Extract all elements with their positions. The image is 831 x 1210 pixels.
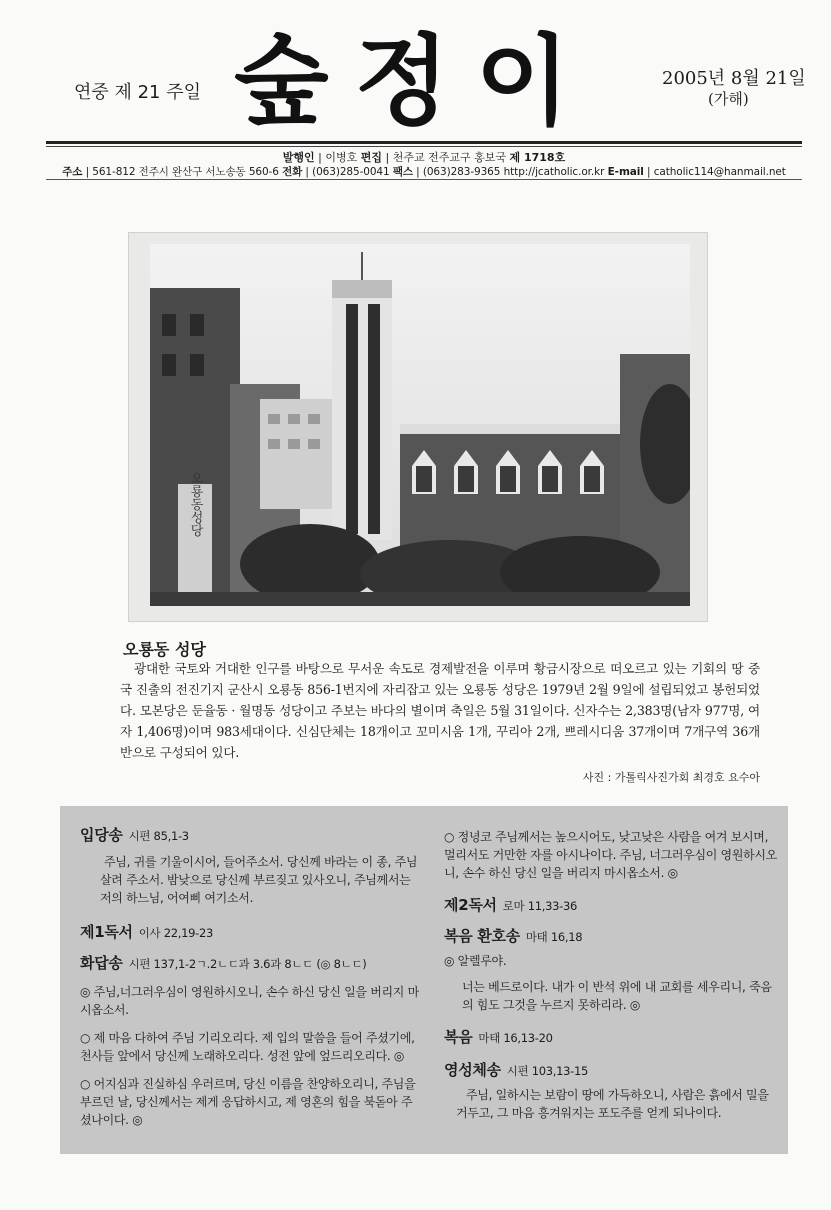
second-reading-label: 제2독서 — [444, 896, 497, 914]
gospel-label: 복음 — [444, 1028, 473, 1046]
contact-info: 주소 | 561-812 전주시 완산구 서노송동 560-6 전화 | (063)285-0041 팩스 | (063)283-9365 http://jcatholic.or.kr E-mail | catholic114@hanmail.net — [62, 166, 786, 178]
liturgy-right-column — [444, 828, 780, 1122]
first-reading-label: 제1독서 — [80, 923, 133, 941]
issue-number: 제 1718호 — [509, 151, 566, 164]
alleluia-label: 복음 환호송 — [444, 927, 520, 945]
tel-label: 전화 — [282, 166, 303, 178]
publisher-name: 이병호 — [325, 151, 358, 164]
header-rule — [46, 141, 802, 144]
alleluia-verse: 너는 베드로이다. 내가 이 반석 위에 내 교회를 세우리니, 죽음의 힘도 그것을 누르지 못하리라. ◎ — [462, 980, 772, 1012]
tel: (063)285-0041 — [312, 166, 390, 178]
liturgy-left-column — [80, 826, 420, 1129]
email-link[interactable]: catholic114@hanmail.net — [653, 166, 786, 178]
alleluia-ref: 마태 16,18 — [525, 930, 583, 944]
church-sign-text: 오룡동성당 — [187, 471, 203, 537]
second-reading-ref: 로마 11,33-36 — [502, 899, 577, 913]
issue-date: 2005년 8월 21일 — [662, 68, 806, 89]
psalm-ref: 시편 137,1-2ㄱ.2ㄴㄷ과 3.6과 8ㄴㄷ (◎ 8ㄴㄷ) — [128, 957, 367, 971]
psalm-verse-1: ○ 제 마음 다하여 주님 기리오리다. 제 입의 말씀을 들어 주셨기에, 천사들 앞에서 당신께 노래하오리다. 성전 앞에 엎드리오리다. ◎ — [80, 1031, 415, 1063]
address: 561-812 전주시 완산구 서노송동 560-6 — [92, 166, 279, 178]
address-label: 주소 — [62, 166, 83, 178]
week-label: 연중 제 21 주일 — [74, 82, 202, 103]
communion-antiphon-ref: 시편 103,13-15 — [506, 1064, 589, 1078]
photo-credit: 사진 : 가톨릭사진가회 최경호 요수아 — [582, 771, 760, 784]
alleluia-response: ◎ 알렐루야. — [444, 954, 507, 968]
feature-title: 오룡동 성당 — [123, 640, 206, 659]
entrance-antiphon-text: 주님, 귀를 기울이시어, 들어주소서. 당신께 바라는 이 종, 주님 살려 주소서. 밤낮으로 당신께 부르짖고 있사오니, 주님께서는 저의 하느님, 어여삐 여기소서. — [100, 855, 418, 905]
feature-body: 광대한 국토와 거대한 인구를 바탕으로 무서운 속도로 경제발전을 이루며 황금시장으로 떠오르고 있는 기회의 땅 중국 진출의 전진기지 군산시 오룡동 856-1번지에 자리잡고 있는 오룡동 성당은 1979년 2월 9일에 설립되었고 봉헌되었다. 모본당은 둔율동 · 월명동 성당이고 주보는 바다의 별이며 축일은 5월 31일이다. 신자수는 2,383명(남자 977명, 여자 1,406명)이며 983세대이다. 신심단체는 18개이고 꼬미시움 1개, 꾸리아 2개, 쁘레시디움 37개이며 7개구역 36개반으로 구성되어 있다. — [120, 661, 760, 760]
header-rule-thin — [46, 146, 802, 147]
entrance-antiphon-label: 입당송 — [80, 826, 123, 844]
church-building-illustration — [150, 244, 690, 606]
gospel-ref: 마태 16,13-20 — [478, 1031, 553, 1045]
fax-label: 팩스 — [392, 166, 413, 178]
first-reading-ref: 이사 22,19-23 — [138, 926, 213, 940]
psalm-verse-3: ○ 정녕코 주님께서는 높으시어도, 낮고낮은 사람을 여겨 보시며, 멀리서도 거만한 자를 아시나이다. 주님, 너그러우심이 영원하시오니, 손수 하신 당신 일을 버리지 마시옵소서. ◎ — [444, 830, 778, 880]
entrance-antiphon-ref: 시편 85,1-3 — [128, 829, 189, 843]
publisher-label: 발행인 — [282, 151, 315, 164]
publication-info: 발행인 | 이병호 편집 | 천주교 전주교구 홍보국 제 1718호 — [282, 151, 566, 164]
church-photo — [150, 244, 690, 606]
psalm-label: 화답송 — [80, 954, 123, 972]
communion-antiphon-label: 영성체송 — [444, 1061, 501, 1079]
website-link[interactable]: http://jcatholic.or.kr — [503, 166, 605, 178]
editor-label: 편집 — [360, 151, 383, 164]
email-label: E-mail — [607, 166, 644, 178]
liturgical-year: (가해) — [708, 90, 749, 108]
communion-antiphon-text: 주님, 일하시는 보람이 땅에 가득하오니, 사람은 흙에서 밀을 거두고, 그 마음 흥겨워지는 포도주를 얻게 되나이다. — [456, 1088, 769, 1120]
editor-name: 천주교 전주교구 홍보국 — [392, 151, 506, 164]
masthead-title: 숲정이 — [233, 25, 596, 139]
psalm-response: ◎ 주님,너그러우심이 영원하시오니, 손수 하신 당신 일을 버리지 마시옵소서. — [80, 985, 419, 1017]
psalm-verse-2: ○ 어지심과 진실하심 우러르며, 당신 이름을 찬양하오리니, 주님을 부르던 날, 당신께서는 제게 응답하시고, 제 영혼의 힘을 북돋아 주셨나이다. ◎ — [80, 1077, 416, 1127]
fax: (063)283-9365 — [422, 166, 501, 178]
header-bottom-rule — [46, 179, 802, 180]
